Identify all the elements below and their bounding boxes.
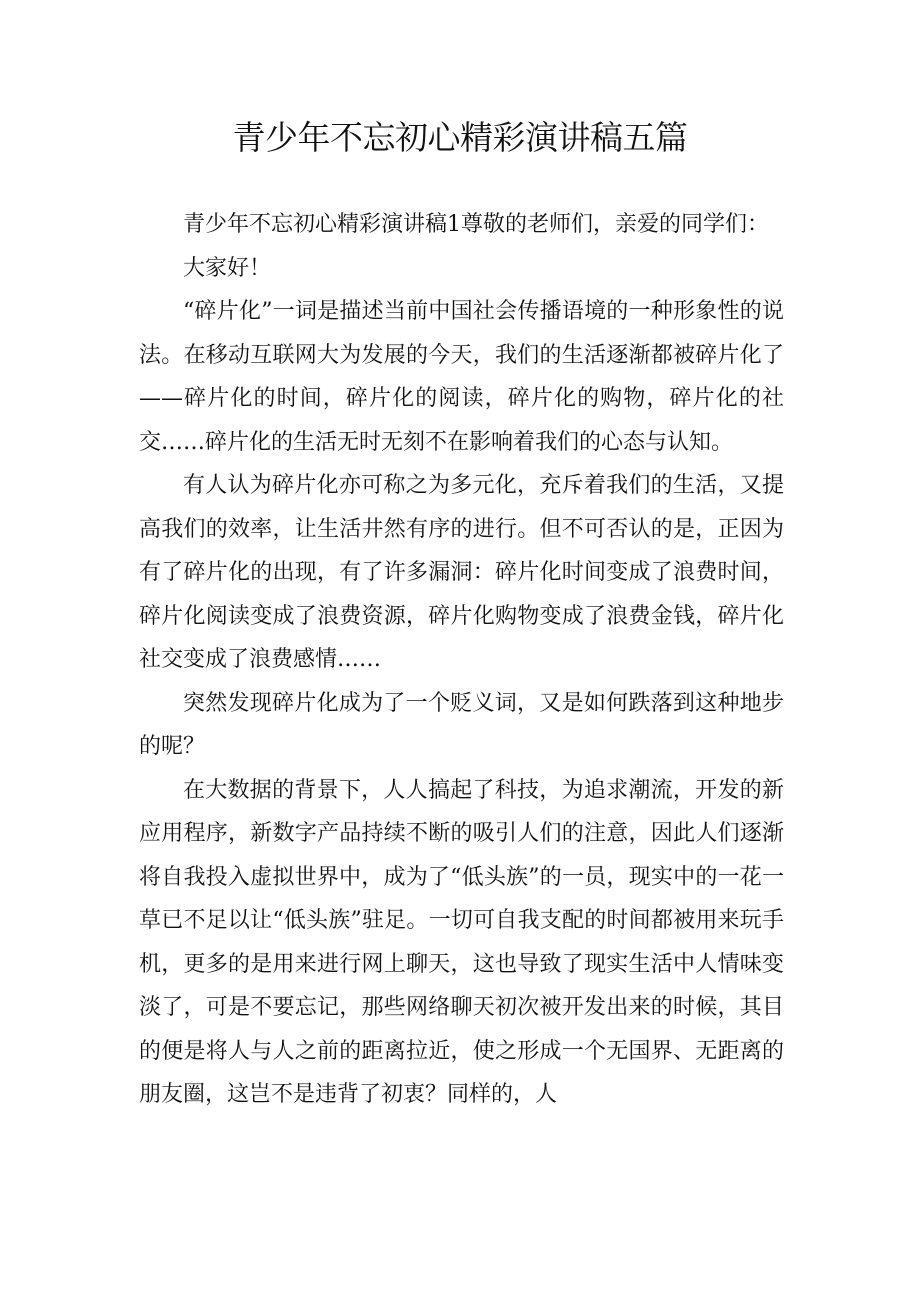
document-body (139, 203, 784, 1117)
paragraph-intro: 青少年不忘初心精彩演讲稿1尊敬的老师们，亲爱的同学们： (183, 212, 769, 237)
paragraph-3: 突然发现碎片化成为了一个贬义词，又是如何跌落到这种地步的呢？ (139, 690, 784, 759)
paragraph-4: 在大数据的背景下，人人搞起了科技，为追求潮流，开发的新应用程序，新数字产品持续不断的吸引人们的注意，因此人们逐渐将自我投入虚拟世界中，成为了“低头族”的一员，现实中的一花一草已不足以让“低头族”驻足。一切可自我支配的时间都被用来玩手机，更多的是用来进行网上聊天，这也导致了现实生活中人情味变淡了，可是不要忘记，那些网络聊天初次被开发出来的时候，其目的便是将人与人之前的距离拉近，使之形成一个无国界、无距离的朋友圈，这岂不是违背了初衷？同样的，人 (139, 777, 784, 1107)
document-title: 青少年不忘初心精彩演讲稿五篇 (232, 118, 688, 157)
paragraph-greeting: 大家好！ (183, 255, 272, 281)
paragraph-2: 有人认为碎片化亦可称之为多元化，充斥着我们的生活，又提高我们的效率，让生活井然有序的进行。但不可否认的是，正因为有了碎片化的出现，有了许多漏洞：碎片化时间变成了浪费时间，碎片化阅读变成了浪费资源，碎片化购物变成了浪费金钱，碎片化社交变成了浪费感情…… (139, 473, 784, 672)
paragraph-1: “碎片化”一词是描述当前中国社会传播语境的一种形象性的说法。在移动互联网大为发展的今天，我们的生活逐渐都被碎片化了——碎片化的时间，碎片化的阅读，碎片化的购物，碎片化的社交……碎片化的生活无时无刻不在影响着我们的心态与认知。 (139, 299, 784, 455)
